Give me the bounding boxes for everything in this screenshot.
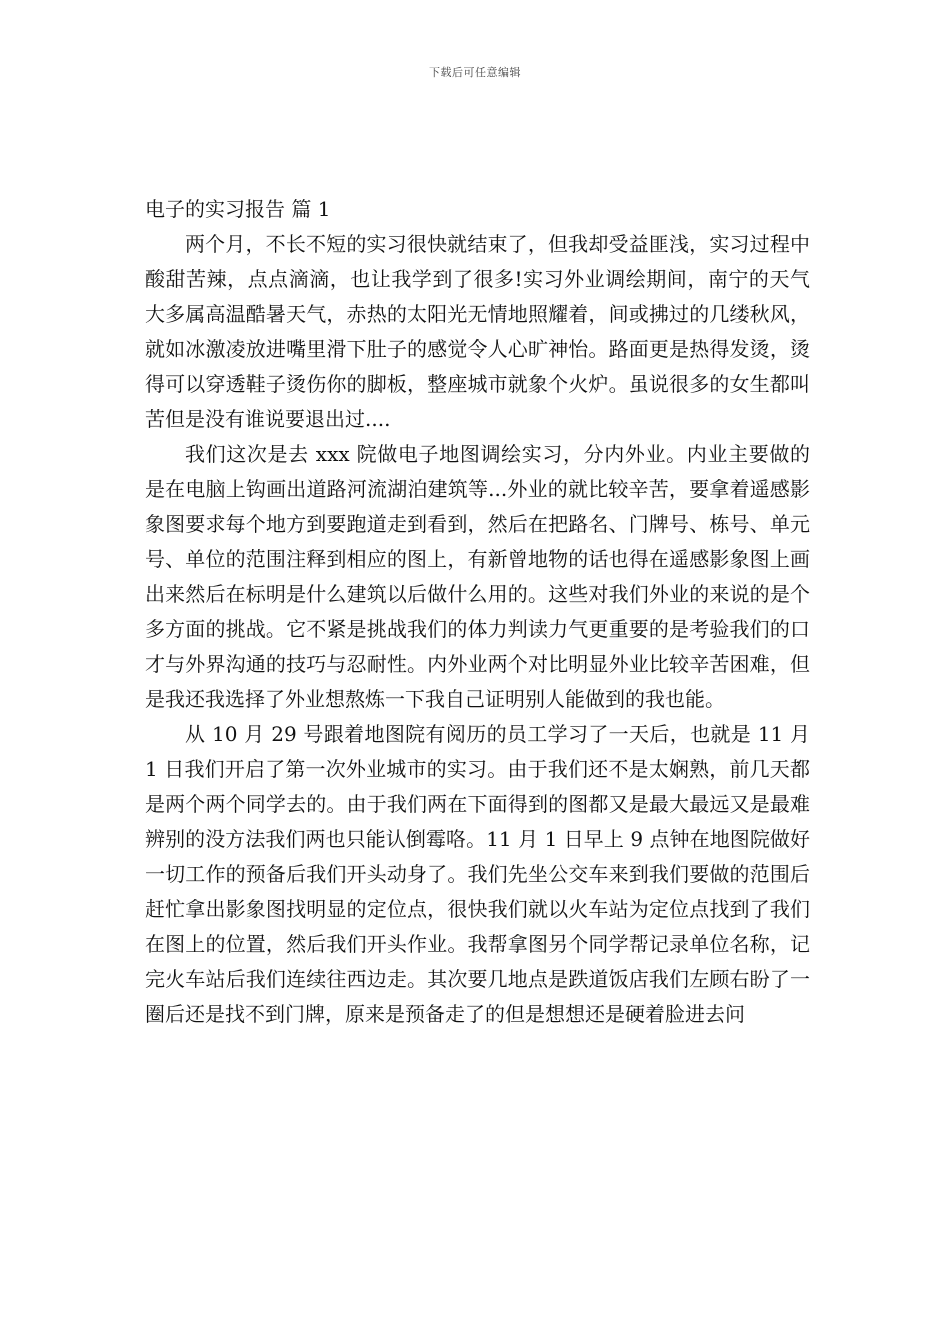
- document-title: 电子的实习报告 篇 1: [145, 197, 331, 221]
- paragraph: 两个月，不长不短的实习很快就结束了，但我却受益匪浅，实习过程中酸甜苦辣，点点滴滴，也让我学到了很多!实习外业调绘期间，南宁的天气大多属高温酷暑天气，赤热的太阳光无情地照耀着，间或拂过的几缕秋风，就如冰激凌放进嘴里滑下肚子的感觉令人心旷神怡。路面更是热得发烫，烫得可以穿透鞋子烫伤你的脚板，整座城市就象个火炉。虽说很多的女生都叫苦但是没有谁说要退出过....: [145, 232, 810, 431]
- paragraph: 从 10 月 29 号跟着地图院有阅历的员工学习了一天后，也就是 11 月 1 日我们开启了第一次外业城市的实习。由于我们还不是太娴熟，前几天都是两个两个同学去的。由于我们两在下面得到的图都又是最大最远又是最难辨别的没方法我们两也只能认倒霉咯。11 月 1 日早上 9 点钟在地图院做好一切工作的预备后我们开头动身了。我们先坐公交车来到我们要做的范围后赶忙拿出影象图找明显的定位点，很快我们就以火车站为定位点找到了我们在图上的位置，然后我们开头作业。我帮拿图另个同学帮记录单位名称，记完火车站后我们连续往西边走。其次要几地点是跌道饭店我们左顾右盼了一圈后还是找不到门牌，原来是预备走了的但是想想还是硬着脸进去问: [145, 722, 810, 1026]
- document-body: [145, 192, 810, 1032]
- page-header-note: 下载后可任意编辑: [429, 66, 521, 79]
- paragraph: 我们这次是去 xxx 院做电子地图调绘实习，分内外业。内业主要做的是在电脑上钩画出道路河流湖泊建筑等...外业的就比较辛苦，要拿着遥感影象图要求每个地方到要跑道走到看到，然后在把路名、门牌号、栋号、单元号、单位的范围注释到相应的图上，有新曾地物的话也得在遥感影象图上画出来然后在标明是什么建筑以后做什么用的。这些对我们外业的来说的是个多方面的挑战。它不紧是挑战我们的体力判读力气更重要的是考验我们的口才与外界沟通的技巧与忍耐性。内外业两个对比明显外业比较辛苦困难，但是我还我选择了外业想熬炼一下我自己证明别人能做到的我也能。: [145, 442, 810, 711]
